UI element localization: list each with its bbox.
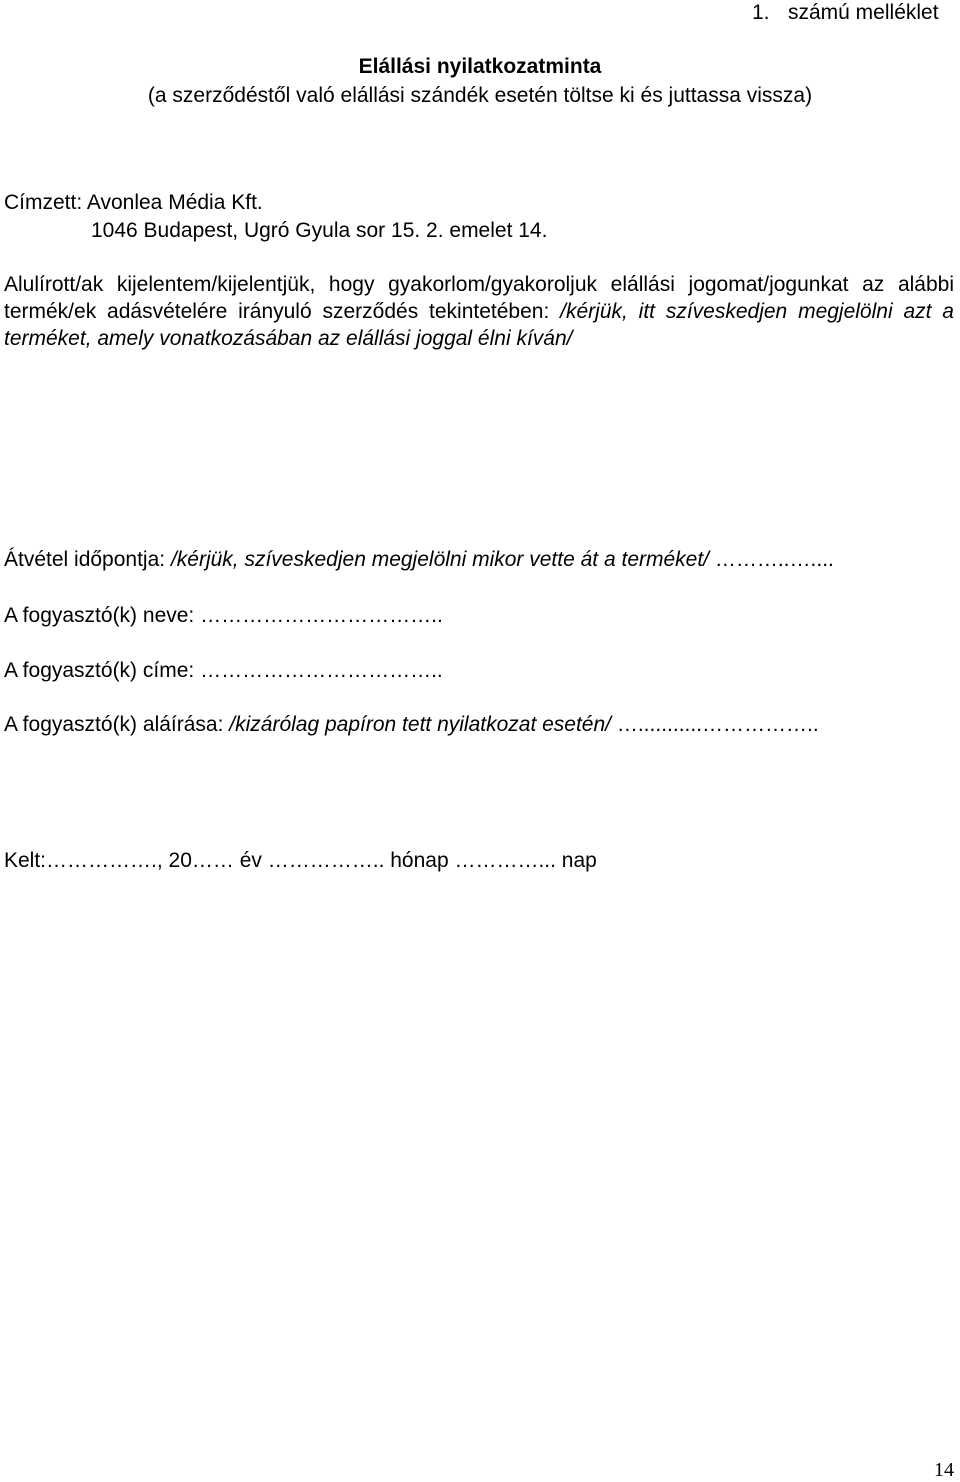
consumer-address-blank: …………………………….. [200, 659, 443, 682]
consumer-signature-field [4, 712, 819, 738]
date-line: Kelt:……………., 20…… év …………….. hónap …………... nap [4, 849, 597, 872]
consumer-name-blank: …………………………….. [200, 604, 443, 627]
receipt-date-instruction: /kérjük, szíveskedjen megjelölni mikor vette át a terméket/ [170, 548, 710, 571]
recipient-address: 1046 Budapest, Ugró Gyula sor 15. 2. emelet 14. [91, 219, 548, 242]
annex-label: számú melléklet [788, 1, 939, 24]
receipt-date-label: Átvétel időpontja: [4, 548, 171, 571]
consumer-address-field [4, 658, 443, 684]
consumer-address-label: A fogyasztó(k) címe: [4, 659, 201, 682]
document-subtitle: (a szerződéstől való elállási szándék esetén töltse ki és juttassa vissza) [147, 84, 813, 107]
consumer-name-label: A fogyasztó(k) neve: [4, 604, 201, 627]
declaration-instruction: /kérjük, itt szíveskedjen megjelölni azt a terméket, amely vonatkozásában az elállási joggal élni kíván/ [4, 300, 954, 350]
receipt-date-field [4, 547, 834, 573]
consumer-signature-instruction: /kizárólag papíron tett nyilatkozat esetén/ [229, 713, 612, 736]
recipient-name: Címzett: Avonlea Média Kft. [4, 191, 263, 214]
annex-heading [752, 0, 939, 26]
consumer-signature-label: A fogyasztó(k) aláírása: [4, 713, 230, 736]
page-number: 14 [934, 1459, 954, 1481]
declaration-paragraph [4, 271, 954, 352]
annex-number: 1. [752, 1, 770, 24]
consumer-signature-blank: …...........…………….. [611, 713, 819, 736]
declaration-text: Alulírott/ak kijelentem/kijelentjük, hogy gyakorlom/gyakoroljuk elállási jogomat/jogunkat az alábbi termék/ek adásvételére irányuló szerződés tekintetében: [4, 273, 954, 323]
consumer-name-field [4, 603, 443, 629]
receipt-date-blank: ………..….... [709, 548, 834, 571]
document-title: Elállási nyilatkozatminta [358, 55, 602, 78]
